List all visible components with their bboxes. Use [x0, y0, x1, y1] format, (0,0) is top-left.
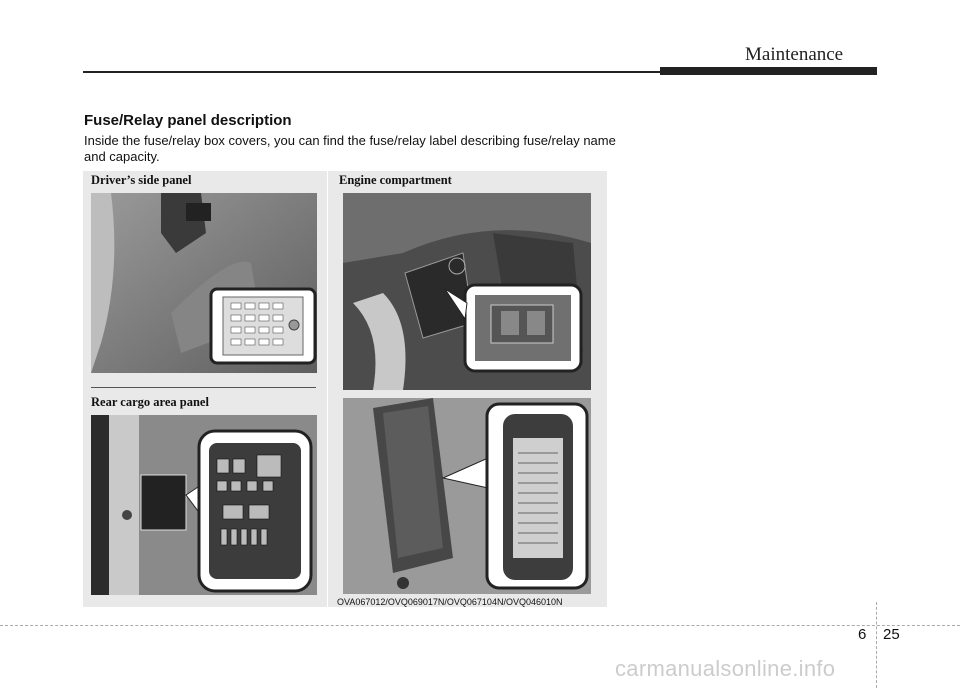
- intro-paragraph: Inside the fuse/relay box covers, you can find the fuse/relay label describing fuse/relay name and capacity.: [84, 133, 616, 164]
- page-number: 25: [883, 626, 900, 643]
- engine-compartment-photo-top: [343, 193, 591, 390]
- rear-cargo-panel-illustration: [91, 415, 317, 595]
- footer-rule: [0, 625, 960, 626]
- figure-divider: [327, 171, 328, 607]
- header-rule: [83, 71, 663, 73]
- header-rule-thick: [660, 67, 877, 75]
- left-column-divider: [91, 387, 316, 388]
- engine-compartment-photo-bottom: [343, 398, 591, 594]
- footer-vertical-rule: [876, 602, 877, 688]
- section-title: Fuse/Relay panel description: [84, 112, 292, 129]
- engine-compartment-illustration-bottom: [343, 398, 591, 594]
- engine-compartment-label: Engine compartment: [339, 173, 452, 187]
- rear-cargo-panel-label: Rear cargo area panel: [91, 395, 209, 409]
- engine-compartment-illustration-top: [343, 193, 591, 390]
- chapter-number: 6: [858, 626, 867, 643]
- watermark: carmanualsonline.info: [615, 656, 836, 681]
- driver-side-panel-label: Driver’s side panel: [91, 173, 192, 187]
- driver-side-panel-photo: [91, 193, 317, 373]
- figure-caption: OVA067012/OVQ069017N/OVQ067104N/OVQ046010N: [337, 597, 563, 607]
- section-header-title: Maintenance: [745, 44, 844, 65]
- driver-side-panel-illustration: [91, 193, 317, 373]
- rear-cargo-panel-photo: [91, 415, 317, 595]
